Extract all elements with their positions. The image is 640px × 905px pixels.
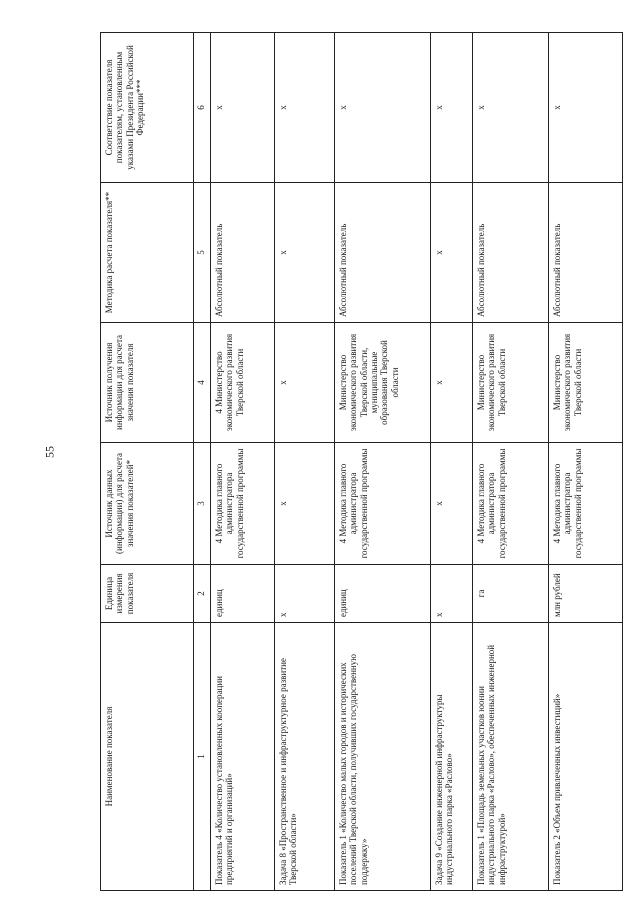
indicator-info-source: Министерство экономического развития Тверской области, муниципальные образования Тверской области <box>335 323 431 443</box>
column-number: 2 <box>194 565 211 623</box>
indicator-unit: х <box>431 565 473 623</box>
header-method: Методика расчета показателя** <box>101 183 194 323</box>
indicator-info-source: 4 Министерство экономического развития Тверской области <box>211 323 275 443</box>
indicator-name: Показатель 1 «Количество малых городов и исторических поселений Тверской области, получивших государственную поддержку» <box>335 623 431 891</box>
header-unit: Единица измерения показателя <box>101 565 194 623</box>
indicator-info-source: х <box>275 323 335 443</box>
indicator-name: Показатель 4 «Количество установленных кооперации предприятий и организаций» <box>211 623 275 891</box>
indicator-method: Абсолютный показатель <box>473 183 549 323</box>
indicator-decree: х <box>431 33 473 183</box>
indicator-method: Абсолютный показатель <box>211 183 275 323</box>
indicator-decree: х <box>335 33 431 183</box>
column-number: 3 <box>194 443 211 565</box>
indicator-data-source: х <box>431 443 473 565</box>
indicator-decree: х <box>211 33 275 183</box>
indicator-unit: млн рублей <box>549 565 623 623</box>
indicator-info-source: Министерство экономического развития Тверской области <box>473 323 549 443</box>
header-row <box>101 33 194 891</box>
indicator-data-source: 4 Методика главного администратора государственной программы <box>473 443 549 565</box>
indicator-info-source: х <box>431 323 473 443</box>
column-number: 5 <box>194 183 211 323</box>
indicator-data-source: х <box>275 443 335 565</box>
indicator-unit: единиц <box>335 565 431 623</box>
column-number-row <box>194 33 211 891</box>
rotated-table-frame <box>100 33 610 891</box>
indicator-unit: х <box>275 565 335 623</box>
table-row <box>335 33 431 891</box>
table-row <box>431 33 473 891</box>
indicator-name: Показатель 1 «Площадь земельных участков юонии индустриального парка «Раслово», обеспеченных инженерной инфраструктурой» <box>473 623 549 891</box>
indicator-decree: х <box>473 33 549 183</box>
header-decree: Соответствие показателя показателям, установленным указами Президента Российской Федерации*** <box>101 33 194 183</box>
column-number: 1 <box>194 623 211 891</box>
indicator-unit: га <box>473 565 549 623</box>
indicator-method: х <box>275 183 335 323</box>
indicator-method: х <box>431 183 473 323</box>
indicator-decree: х <box>549 33 623 183</box>
indicator-name: Показатель 2 «Объем привлеченных инвестиций» <box>549 623 623 891</box>
indicator-data-source: 4 Методика главного администратора государственной программы <box>335 443 431 565</box>
indicator-data-source: 4 Методика главного администратора государственной программы <box>211 443 275 565</box>
header-info-source: Источник получения информации для расчета значения показателя <box>101 323 194 443</box>
task-name: Задача 8 «Пространственное и инфраструктурное развитие Тверской области» <box>275 623 335 891</box>
header-name: Наименование показателя <box>101 623 194 891</box>
indicator-method: Абсолютный показатель <box>549 183 623 323</box>
header-data-source: Источник данных (информации) для расчета значения показателей* <box>101 443 194 565</box>
table-row <box>473 33 549 891</box>
column-number: 4 <box>194 323 211 443</box>
column-number: 6 <box>194 33 211 183</box>
indicators-table <box>100 32 623 891</box>
indicator-data-source: 4 Методика главного администратора государственной программы <box>549 443 623 565</box>
indicator-info-source: Министерство экономического развития Тверской области <box>549 323 623 443</box>
indicator-decree: х <box>275 33 335 183</box>
table-row <box>549 33 623 891</box>
table-row <box>275 33 335 891</box>
table-row <box>211 33 275 891</box>
task-name: Задача 9 «Создание инженерной инфраструктуры индустриального парка «Раслово» <box>431 623 473 891</box>
indicator-method: Абсолютный показатель <box>335 183 431 323</box>
page-number: 55 <box>42 446 57 458</box>
indicator-unit: единиц <box>211 565 275 623</box>
